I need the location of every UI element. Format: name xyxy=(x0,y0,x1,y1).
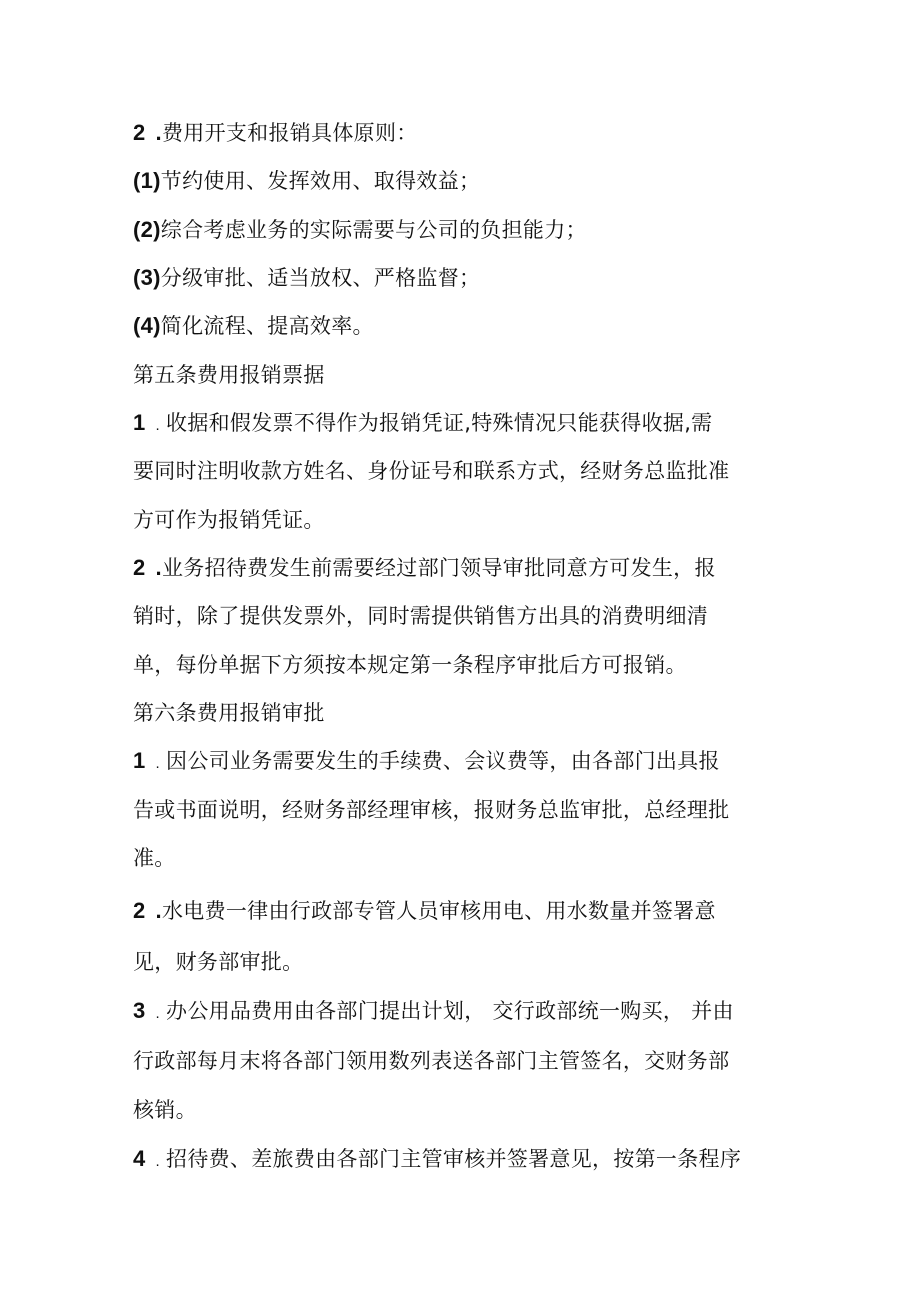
list-separator: . xyxy=(155,755,161,772)
line-text: 告或书面说明，经财务部经理审核，报财务总监审批，总经理批 xyxy=(133,798,730,822)
list-number: 3 xyxy=(133,998,146,1023)
line-text: 简化流程、提高效率。 xyxy=(160,314,374,338)
line-text: 第六条费用报销审批 xyxy=(133,701,325,725)
doc-line xyxy=(133,1095,197,1125)
list-separator: . xyxy=(155,1005,161,1022)
doc-line xyxy=(133,505,325,535)
list-number: (1) xyxy=(133,168,161,193)
list-number: 2 xyxy=(133,898,146,923)
list-number: 2 xyxy=(133,555,146,580)
list-number: 1 xyxy=(133,748,146,773)
list-number: 2 xyxy=(133,120,146,145)
doc-line xyxy=(133,795,729,825)
line-text: 费用开支和报销具体原则： xyxy=(161,121,418,145)
line-text: 要同时注明收款方姓名、身份证号和联系方式，经财务总监批准 xyxy=(133,459,730,483)
line-text: 办公用品费用由各部门提出计划， 交行政部统一购买， 并由 xyxy=(166,999,734,1023)
list-number: 1 xyxy=(133,410,146,435)
line-text: 销时，除了提供发票外，同时需提供销售方出具的消费明细清 xyxy=(133,604,709,628)
doc-line xyxy=(133,166,480,196)
list-separator: . xyxy=(155,1153,161,1170)
list-separator: . xyxy=(155,555,162,580)
doc-line xyxy=(133,118,418,148)
doc-line xyxy=(133,896,716,926)
line-text: 见，财务部审批。 xyxy=(133,950,304,974)
line-text: 方可作为报销凭证。 xyxy=(133,508,325,532)
line-text: 第五条费用报销票据 xyxy=(133,363,325,387)
list-number: (3) xyxy=(133,265,161,290)
doc-line xyxy=(133,553,716,583)
line-text: 招待费、差旅费由各部门主管审核并签署意见，按第一条程序 xyxy=(166,1147,742,1171)
line-text: 单，每份单据下方须按本规定第一条程序审批后方可报销。 xyxy=(133,653,687,677)
doc-line xyxy=(133,746,720,779)
doc-line xyxy=(133,311,374,341)
doc-line xyxy=(133,601,708,631)
doc-line xyxy=(133,843,176,873)
line-text: 准。 xyxy=(133,846,176,870)
doc-line xyxy=(133,263,480,293)
doc-line xyxy=(133,1144,741,1177)
section-heading xyxy=(133,360,325,390)
list-number: (2) xyxy=(133,217,161,242)
list-separator: . xyxy=(155,120,162,145)
doc-line xyxy=(133,408,712,441)
list-separator: . xyxy=(155,417,161,434)
list-number: 4 xyxy=(133,1146,146,1171)
doc-line xyxy=(133,1046,729,1076)
line-text: 行政部每月末将各部门领用数列表送各部门主管签名，交财务部 xyxy=(133,1049,730,1073)
list-number: (4) xyxy=(133,313,161,338)
list-separator: . xyxy=(155,898,162,923)
doc-line xyxy=(133,456,729,486)
line-text: 节约使用、发挥效用、取得效益； xyxy=(160,169,481,193)
line-text: 水电费一律由行政部专管人员审核用电、用水数量并签署意 xyxy=(161,899,716,923)
doc-line xyxy=(133,947,303,977)
doc-line xyxy=(133,215,587,245)
doc-line xyxy=(133,650,687,680)
section-heading xyxy=(133,698,325,728)
line-text: 因公司业务需要发生的手续费、会议费等，由各部门出具报 xyxy=(166,749,720,773)
line-text: 分级审批、适当放权、严格监督； xyxy=(160,266,481,290)
line-text: 业务招待费发生前需要经过部门领导审批同意方可发生，报 xyxy=(161,556,716,580)
line-text: 综合考虑业务的实际需要与公司的负担能力； xyxy=(160,218,587,242)
line-text: 收据和假发票不得作为报销凭证,特殊情况只能获得收据,需 xyxy=(166,411,713,435)
line-text: 核销。 xyxy=(133,1098,197,1122)
doc-line xyxy=(133,996,734,1029)
